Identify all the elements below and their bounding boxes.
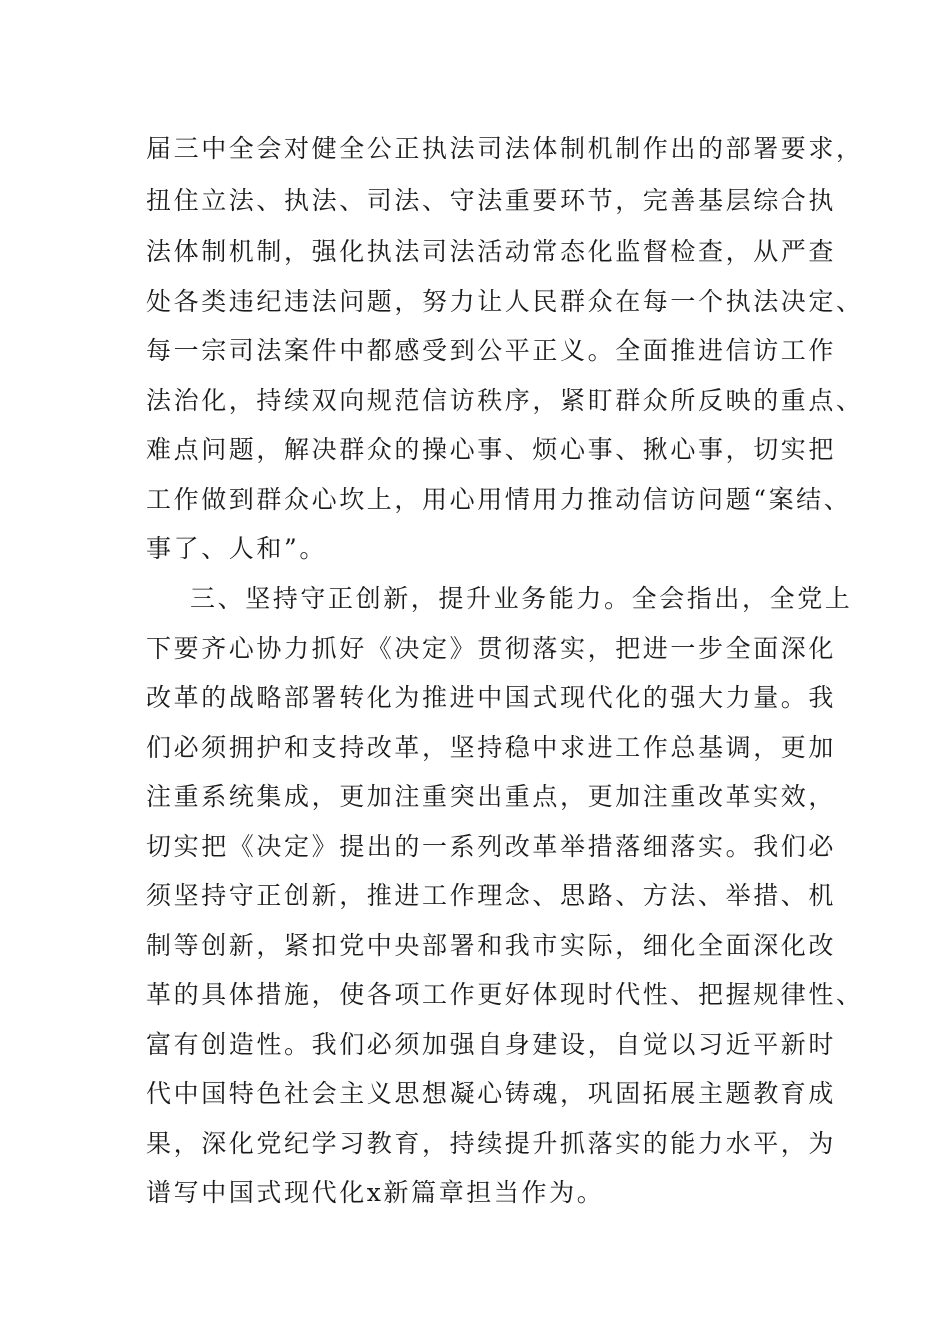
text-line: 改革的战略部署转化为推进中国式现代化的强大力量。我: [146, 683, 837, 712]
text-line: 工作做到群众心坎上，用心用情用力推动信访问题“案结、: [146, 485, 852, 514]
text-line: 法体制机制，强化执法司法活动常态化监督检查，从严查: [146, 237, 837, 266]
text-line: 难点问题，解决群众的操心事、烦心事、揪心事，切实把: [146, 435, 837, 464]
text-line: 们必须拥护和支持改革，坚持稳中求进工作总基调，更加: [146, 733, 837, 762]
text-line: 下要齐心协力抓好《决定》贯彻落实，把进一步全面深化: [146, 634, 837, 663]
text-line: 革的具体措施，使各项工作更好体现时代性、把握规律性、: [146, 980, 864, 1009]
text-line: 代中国特色社会主义思想凝心铸魂，巩固拓展主题教育成: [146, 1079, 837, 1108]
text-line: 届三中全会对健全公正执法司法体制机制作出的部署要求，: [146, 134, 864, 163]
text-line: 须坚持守正创新，推进工作理念、思路、方法、举措、机: [146, 881, 837, 910]
text-line: 果，深化党纪学习教育，持续提升抓落实的能力水平，为: [146, 1129, 837, 1158]
text-line: 扭住立法、执法、司法、守法重要环节，完善基层综合执: [146, 186, 837, 215]
text-line: 处各类违纪违法问题，努力让人民群众在每一个执法决定、: [146, 287, 864, 316]
section-heading-line: 三、坚持守正创新，提升业务能力。全会指出，全党上: [190, 584, 853, 613]
text-line: 每一宗司法案件中都感受到公平正义。全面推进信访工作: [146, 336, 837, 365]
text-line: 谱写中国式现代化x新篇章担当作为。: [146, 1178, 605, 1207]
text-line: 富有创造性。我们必须加强自身建设，自觉以习近平新时: [146, 1030, 837, 1059]
text-line: 事了、人和”。: [146, 534, 327, 563]
text-line: 法治化，持续双向规范信访秩序，紧盯群众所反映的重点、: [146, 386, 864, 415]
text-line: 切实把《决定》提出的一系列改革举措落细落实。我们必: [146, 832, 837, 861]
text-line: 制等创新，紧扣党中央部署和我市实际，细化全面深化改: [146, 931, 837, 960]
text-line: 注重系统集成，更加注重突出重点，更加注重改革实效，: [146, 782, 837, 811]
